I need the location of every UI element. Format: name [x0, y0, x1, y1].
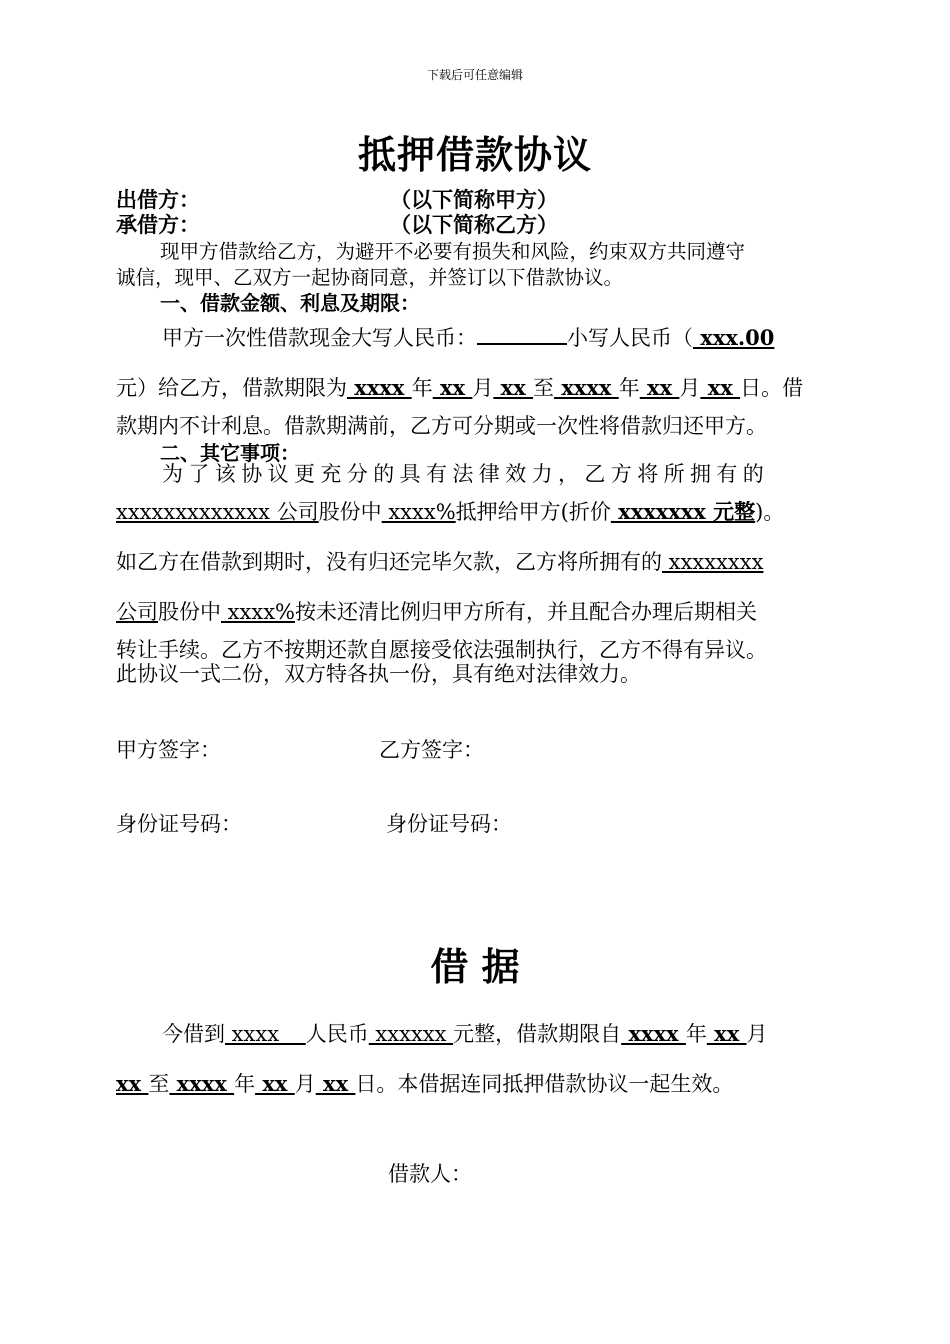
amount-prefix: 甲方一次性借款现金大写人民币：: [162, 326, 477, 350]
period-line: [116, 372, 803, 402]
lender-label: 出借方：: [116, 188, 200, 212]
period-month-unit-2: 月: [679, 376, 701, 400]
pledge-share-pct: xxxx%: [381, 500, 456, 524]
party-a-id-label: 身份证号码：: [116, 812, 242, 836]
intro-line-1: 现甲方借款给乙方，为避开不必要有损失和风险，约束双方共同遵守: [160, 240, 746, 263]
pledge-line-1: 为了该协议更充分的具有法律效力，乙方将所拥有的: [162, 462, 770, 486]
default-share-text: 股份中: [158, 600, 221, 624]
default-company-suffix: 公司: [116, 600, 158, 624]
intro-line-2: 诚信，现甲、乙双方一起协商同意，并签订以下借款协议。: [116, 266, 624, 289]
amount-blank: [477, 325, 567, 345]
receipt-rest: 日。本借据连同抵押借款协议一起生效。: [355, 1072, 734, 1096]
pledge-price: xxxxxxx 元整: [610, 499, 756, 524]
receipt-amount: xxxx: [225, 1022, 306, 1046]
period-day-1: xx: [493, 375, 534, 400]
period-year-2: xxxx: [554, 375, 619, 400]
default-text: 如乙方在借款到期时，没有归还完毕欠款，乙方将所拥有的: [116, 550, 662, 574]
receipt-amount-2: xxxxxx: [368, 1022, 454, 1046]
receipt-line-1: [162, 1018, 768, 1048]
pledge-company: xxxxxxxxxxxxx 公司: [116, 500, 319, 524]
small-value: xxx.00: [693, 325, 775, 350]
receipt-line-2: [116, 1068, 733, 1098]
receipt-day-2: xx: [315, 1071, 356, 1096]
receipt-year-unit: 年: [685, 1022, 707, 1046]
header-note: 下载后可任意编辑: [426, 68, 523, 82]
currency-suffix: 元）给乙方，借款期限为: [116, 376, 347, 400]
receipt-month-unit-2: 月: [294, 1072, 316, 1096]
pledge-share-text: 股份中: [318, 500, 382, 524]
party-b-id-label: 身份证号码：: [386, 812, 512, 836]
receipt-title: 借 据: [430, 945, 520, 989]
default-share-pct: xxxx%: [221, 600, 296, 624]
pledge-close: )。: [755, 500, 785, 524]
enforcement-line: 转让手续。乙方不按期还款自愿接受依法强制执行，乙方不得有异议。: [116, 638, 767, 662]
default-line-1: [116, 546, 763, 576]
period-year-1: xxxx: [347, 375, 412, 400]
borrower-label: 承借方：: [116, 213, 200, 237]
borrower-note: （以下简称乙方）: [390, 213, 558, 237]
period-to: 至: [533, 376, 555, 400]
receipt-borrower-label: 借款人：: [388, 1162, 472, 1186]
section-2-heading: 二、其它事项：: [160, 441, 300, 465]
period-day-2: xx: [700, 375, 741, 400]
receipt-year-2: xxxx: [169, 1071, 235, 1096]
pledge-text: 抵押给甲方(折价: [455, 500, 611, 524]
receipt-suffix: 元整，借款期限自: [453, 1022, 622, 1046]
receipt-rmb: 人民币: [305, 1022, 369, 1046]
receipt-month-unit: 月: [746, 1022, 768, 1046]
period-year-unit-1: 年: [411, 376, 433, 400]
receipt-year-unit-2: 年: [234, 1072, 256, 1096]
amount-line: [162, 322, 774, 352]
document-title: 抵押借款协议: [357, 133, 592, 177]
period-day-unit: 日。借: [740, 376, 804, 400]
pledge-line-2: [116, 496, 784, 526]
receipt-to: 至: [148, 1072, 170, 1096]
party-a-signature-label: 甲方签字：: [116, 738, 221, 762]
period-month-2: xx: [639, 375, 680, 400]
receipt-day: xx: [116, 1071, 149, 1096]
receipt-year: xxxx: [621, 1021, 686, 1046]
period-month-unit-1: 月: [472, 376, 494, 400]
default-company: xxxxxxxx: [662, 550, 764, 574]
default-line-2: [116, 596, 757, 626]
period-year-unit-2: 年: [618, 376, 640, 400]
default-rest: 按未还清比例归甲方所有，并且配合办理后期相关: [295, 600, 758, 624]
period-month-1: xx: [432, 375, 473, 400]
copies-line: 此协议一式二份，双方特各执一份，具有绝对法律效力。: [116, 662, 641, 686]
small-label: 小写人民币（: [567, 326, 693, 350]
receipt-month: xx: [706, 1021, 747, 1046]
lender-note: （以下简称甲方）: [390, 188, 558, 212]
receipt-prefix: 今借到: [162, 1022, 225, 1046]
party-b-signature-label: 乙方签字：: [379, 738, 484, 762]
section-1-heading: 一、借款金额、利息及期限：: [160, 291, 420, 315]
interest-line: 款期内不计利息。借款期满前，乙方可分期或一次性将借款归还甲方。: [116, 414, 767, 438]
receipt-month-2: xx: [255, 1071, 295, 1096]
